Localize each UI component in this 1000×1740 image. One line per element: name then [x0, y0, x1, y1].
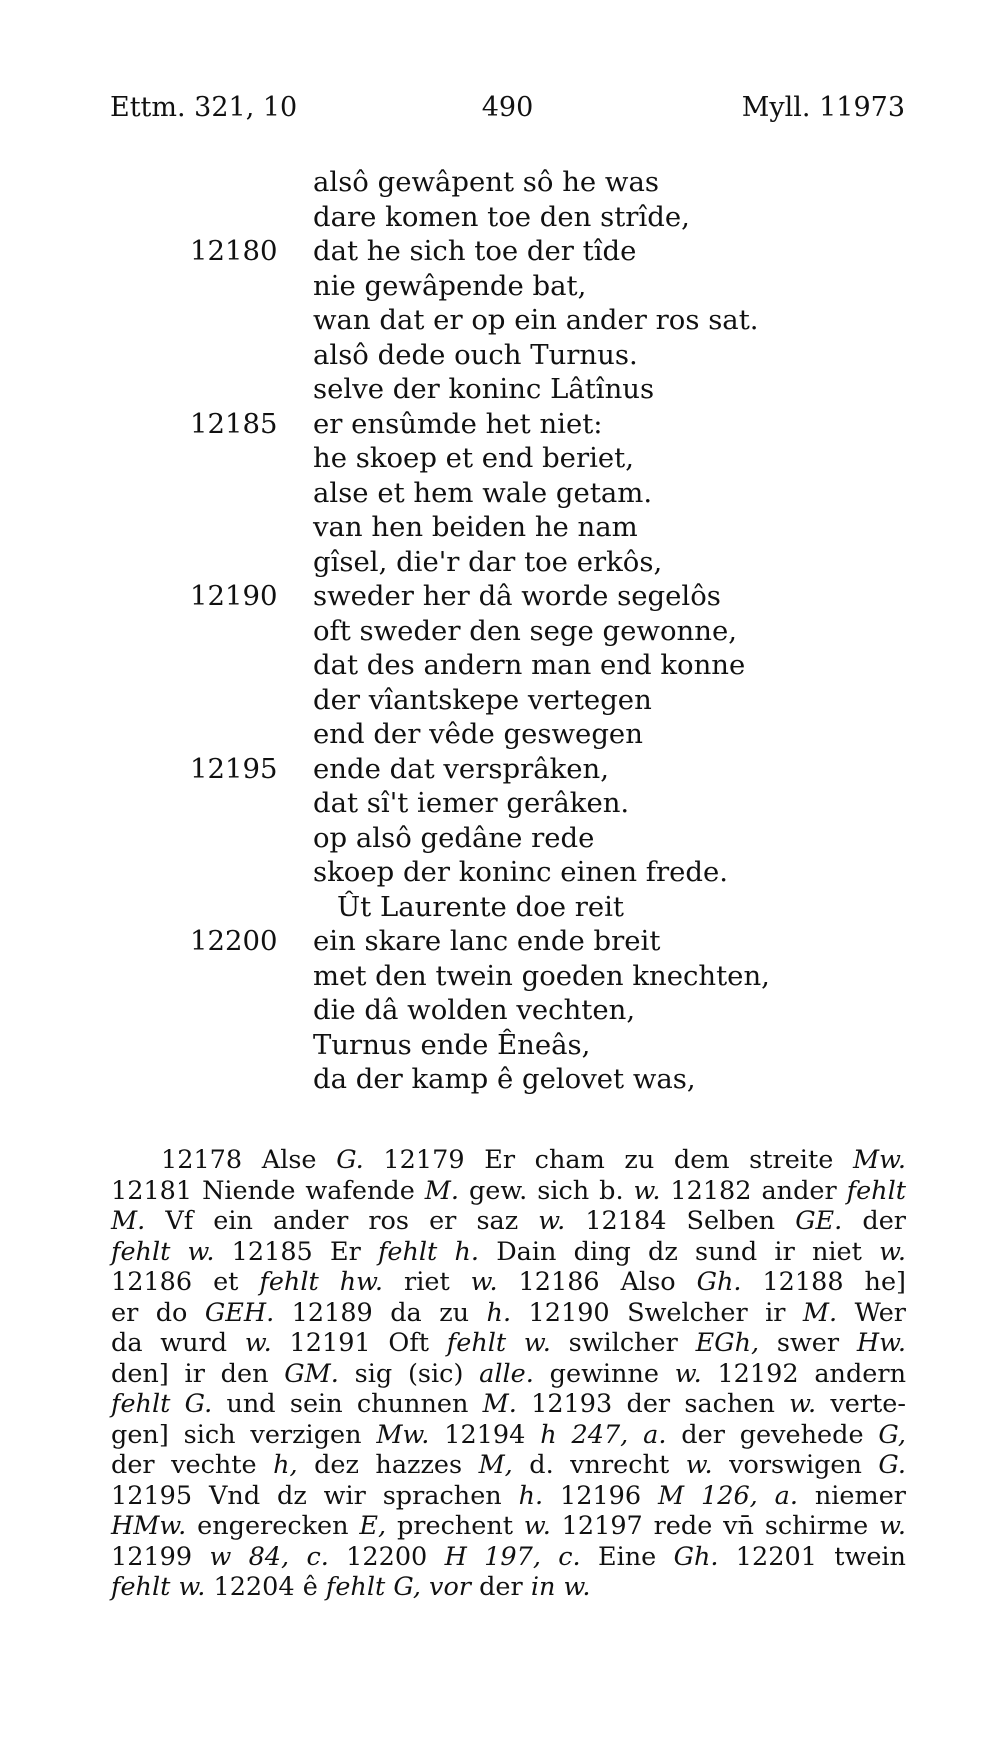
apparatus-text: 12195 Vnd dz wir sprachen — [111, 1480, 519, 1511]
verse-line — [0, 822, 1000, 857]
apparatus-text: gewinne — [533, 1358, 675, 1389]
verse-line — [0, 925, 1000, 960]
apparatus-siglum: M, — [478, 1450, 513, 1480]
apparatus-text: niemer — [797, 1480, 906, 1511]
apparatus-siglum: Mw. — [376, 1419, 430, 1450]
apparatus-text: riet — [383, 1267, 471, 1297]
apparatus-siglum: w. — [523, 1511, 551, 1541]
apparatus-text: Wer — [837, 1297, 906, 1328]
apparatus-siglum: fehlt G. — [111, 1389, 213, 1419]
apparatus-text: 12182 ander — [660, 1175, 847, 1206]
apparatus-text: 12192 andern — [701, 1358, 906, 1389]
apparatus-text: der — [842, 1206, 906, 1236]
apparatus-line — [111, 1511, 906, 1542]
apparatus-text: 12186 et — [111, 1267, 260, 1297]
apparatus-text: 12199 — [111, 1541, 210, 1572]
verse-line — [0, 649, 1000, 684]
verse-text-line: gîsel, die'r dar toe erkôs, — [313, 545, 663, 578]
apparatus-line — [111, 1542, 906, 1573]
line-number: 12185 — [190, 407, 278, 440]
apparatus-siglum: G. — [336, 1145, 364, 1175]
verse-line — [0, 201, 1000, 236]
apparatus-line — [111, 1359, 906, 1390]
critical-apparatus — [111, 1145, 906, 1603]
verse-text-line: Turnus ende Êneâs, — [313, 1028, 591, 1061]
verse-line — [0, 235, 1000, 270]
apparatus-siglum: w. — [470, 1267, 498, 1297]
verse-text-line: skoep der koninc einen frede. — [313, 856, 729, 888]
apparatus-text: 12196 — [543, 1480, 659, 1511]
verse-line — [0, 442, 1000, 477]
verse-text-line: end der vêde geswegen — [313, 718, 643, 750]
apparatus-text: da wurd — [111, 1328, 245, 1358]
verse-line — [0, 1029, 1000, 1064]
apparatus-siglum: w. — [633, 1175, 661, 1206]
apparatus-siglum: fehlt G, vor — [325, 1572, 471, 1602]
apparatus-text: 12191 Oft — [271, 1328, 447, 1358]
verse-text-line: er ensûmde het niet: — [313, 407, 603, 440]
apparatus-text: der — [471, 1572, 531, 1602]
apparatus-text: gew. sich b. — [459, 1175, 634, 1206]
apparatus-siglum: H 197, c. — [444, 1541, 581, 1572]
apparatus-siglum: in w. — [530, 1572, 591, 1602]
apparatus-text: 12181 Niende wafende — [111, 1175, 425, 1206]
verse-line — [0, 546, 1000, 581]
apparatus-siglum: w. — [879, 1511, 906, 1541]
apparatus-siglum: GE. — [795, 1206, 843, 1236]
line-number: 12200 — [190, 925, 278, 957]
apparatus-text: 12178 Alse — [161, 1145, 337, 1175]
apparatus-siglum: w. — [538, 1206, 566, 1236]
verse-text — [0, 166, 1000, 1098]
verse-text-line: die dâ wolden vechten, — [313, 994, 636, 1026]
verse-line — [0, 615, 1000, 650]
apparatus-siglum: HMw. — [111, 1511, 187, 1541]
verse-line — [0, 856, 1000, 891]
verse-text-line: dat des andern man end konne — [313, 649, 746, 681]
verse-text-line: dat sî't iemer gerâken. — [313, 787, 630, 819]
verse-text-line: van hen beiden he nam — [313, 511, 638, 543]
apparatus-siglum: Gh. — [673, 1541, 719, 1572]
apparatus-siglum: M. — [482, 1389, 517, 1419]
apparatus-line — [111, 1237, 906, 1268]
apparatus-siglum: GEH. — [204, 1297, 275, 1328]
apparatus-text: 12193 der sachen — [516, 1389, 790, 1419]
apparatus-siglum: Gh. — [696, 1267, 742, 1297]
apparatus-siglum: GM. — [284, 1358, 339, 1389]
page-number: 490 — [481, 92, 534, 123]
apparatus-siglum: fehlt h. — [377, 1236, 480, 1267]
verse-text-line: oft sweder den sege gewonne, — [313, 614, 737, 647]
apparatus-text: er do — [111, 1297, 205, 1328]
verse-text-line: dat he sich toe der tîde — [313, 235, 637, 267]
apparatus-siglum: fehlt — [846, 1175, 907, 1206]
apparatus-siglum: M. — [802, 1297, 838, 1328]
verse-line — [0, 891, 1000, 926]
verse-line — [0, 718, 1000, 753]
verse-text-line: met den twein goeden knechten, — [313, 959, 770, 992]
verse-line — [0, 960, 1000, 995]
verse-text-line: alsô dede ouch Turnus. — [313, 338, 638, 371]
apparatus-text: Eine — [580, 1541, 674, 1572]
apparatus-text: der gevehede — [666, 1419, 879, 1450]
verse-line — [0, 373, 1000, 408]
apparatus-text: 12186 Also — [497, 1267, 697, 1297]
apparatus-siglum: fehlt w. — [111, 1236, 215, 1267]
apparatus-text: 12190 Swelcher ir — [511, 1297, 803, 1328]
apparatus-siglum: w. — [685, 1450, 713, 1480]
apparatus-text: engerecken — [186, 1511, 360, 1541]
apparatus-siglum: M 126, a. — [658, 1480, 798, 1511]
verse-text-line: dare komen toe den strîde, — [313, 200, 690, 233]
apparatus-siglum: M. — [111, 1206, 146, 1236]
apparatus-siglum: EGh, — [695, 1328, 760, 1358]
verse-line — [0, 787, 1000, 822]
verse-text-line: selve der koninc Lâtînus — [313, 373, 655, 405]
apparatus-text: Vf ein ander ros er saz — [145, 1206, 539, 1236]
apparatus-siglum: h, — [273, 1450, 298, 1480]
apparatus-text: 12189 da zu — [274, 1297, 487, 1328]
apparatus-text: 12200 — [328, 1541, 445, 1572]
apparatus-text: 12201 twein — [718, 1541, 906, 1572]
apparatus-text: gen] sich verzigen — [111, 1419, 377, 1450]
apparatus-text: 12185 Er — [214, 1236, 378, 1267]
apparatus-siglum: alle. — [479, 1358, 534, 1389]
apparatus-line — [111, 1420, 906, 1451]
verse-text-line: nie gewâpende bat, — [313, 269, 587, 302]
apparatus-line — [111, 1145, 906, 1176]
verse-text-line: sweder her dâ worde segelôs — [313, 580, 721, 612]
apparatus-siglum: Mw. — [852, 1145, 906, 1175]
apparatus-line — [111, 1206, 906, 1237]
apparatus-text: 12188 he] — [741, 1267, 907, 1297]
verse-text-line: alsô gewâpent sô he was — [313, 166, 659, 198]
apparatus-line — [111, 1176, 906, 1207]
apparatus-siglum: w. — [879, 1236, 906, 1267]
verse-text-line: he skoep et end beriet, — [313, 442, 634, 474]
apparatus-line — [111, 1389, 906, 1420]
apparatus-siglum: h 247, a. — [540, 1419, 667, 1450]
apparatus-siglum: w. — [789, 1389, 817, 1419]
verse-line — [0, 1063, 1000, 1098]
apparatus-text: sig (sic) — [338, 1358, 480, 1389]
apparatus-line — [111, 1267, 906, 1298]
verse-line — [0, 408, 1000, 443]
apparatus-text: 12179 Er cham zu dem streite — [363, 1145, 853, 1175]
apparatus-siglum: w. — [244, 1328, 272, 1358]
running-header — [110, 92, 905, 132]
apparatus-siglum: E, — [359, 1511, 387, 1541]
verse-text-line: da der kamp ê gelovet was, — [313, 1063, 696, 1095]
verse-text-line: op alsô gedâne rede — [313, 821, 595, 854]
verse-line — [0, 994, 1000, 1029]
apparatus-siglum: M. — [424, 1175, 459, 1206]
apparatus-text: 12204 ê — [205, 1572, 326, 1602]
apparatus-line — [111, 1572, 906, 1603]
header-left: Ettm. 321, 10 — [110, 92, 298, 123]
apparatus-siglum: h. — [486, 1297, 512, 1328]
apparatus-text: Dain ding dz sund ir niet — [479, 1236, 880, 1267]
apparatus-text: dez hazzes — [297, 1450, 479, 1480]
apparatus-line — [111, 1450, 906, 1481]
apparatus-line — [111, 1328, 906, 1359]
line-number: 12180 — [190, 235, 278, 267]
verse-line — [0, 166, 1000, 201]
verse-text-line: der vîantskepe vertegen — [313, 683, 652, 716]
verse-line — [0, 753, 1000, 788]
verse-text-line: ein skare lanc ende breit — [313, 925, 661, 957]
header-right: Myll. 11973 — [741, 92, 905, 123]
verse-line — [0, 580, 1000, 615]
apparatus-siglum: h. — [518, 1480, 544, 1511]
apparatus-text: den] ir den — [111, 1358, 285, 1389]
apparatus-siglum: fehlt hw. — [259, 1267, 384, 1297]
verse-text-line: wan dat er op ein ander ros sat. — [313, 304, 759, 336]
verse-text-line: Ût Laurente doe reit — [337, 890, 624, 923]
apparatus-text: swer — [759, 1328, 857, 1358]
line-number: 12195 — [190, 752, 278, 785]
apparatus-siglum: w. — [674, 1358, 702, 1389]
apparatus-text: d. vnrecht — [512, 1450, 686, 1480]
apparatus-siglum: fehlt w. — [111, 1572, 206, 1602]
verse-text-line: ende dat versprâken, — [313, 752, 610, 785]
apparatus-text: vorswigen — [712, 1450, 879, 1480]
apparatus-line — [111, 1298, 906, 1329]
apparatus-text: 12197 rede vn̄ schirme — [550, 1511, 880, 1541]
apparatus-siglum: G. — [878, 1450, 906, 1480]
verse-line — [0, 511, 1000, 546]
apparatus-text: 12184 Selben — [565, 1206, 796, 1236]
verse-line — [0, 684, 1000, 719]
apparatus-line — [111, 1481, 906, 1512]
verse-line — [0, 270, 1000, 305]
apparatus-text: 12194 — [429, 1419, 541, 1450]
line-number: 12190 — [190, 580, 278, 612]
apparatus-siglum: G, — [878, 1419, 906, 1450]
apparatus-siglum: Hw. — [856, 1328, 907, 1358]
verse-text-line: alse et hem wale getam. — [313, 476, 653, 509]
apparatus-text: prechent — [386, 1511, 524, 1541]
apparatus-siglum: w 84, c. — [209, 1541, 329, 1572]
verse-line — [0, 477, 1000, 512]
verse-line — [0, 304, 1000, 339]
apparatus-text: swilcher — [550, 1328, 696, 1358]
apparatus-siglum: fehlt w. — [446, 1328, 551, 1358]
verse-line — [0, 339, 1000, 374]
apparatus-text: verte- — [816, 1389, 906, 1419]
apparatus-text: und sein chunnen — [212, 1389, 483, 1419]
apparatus-text: der vechte — [111, 1450, 274, 1480]
